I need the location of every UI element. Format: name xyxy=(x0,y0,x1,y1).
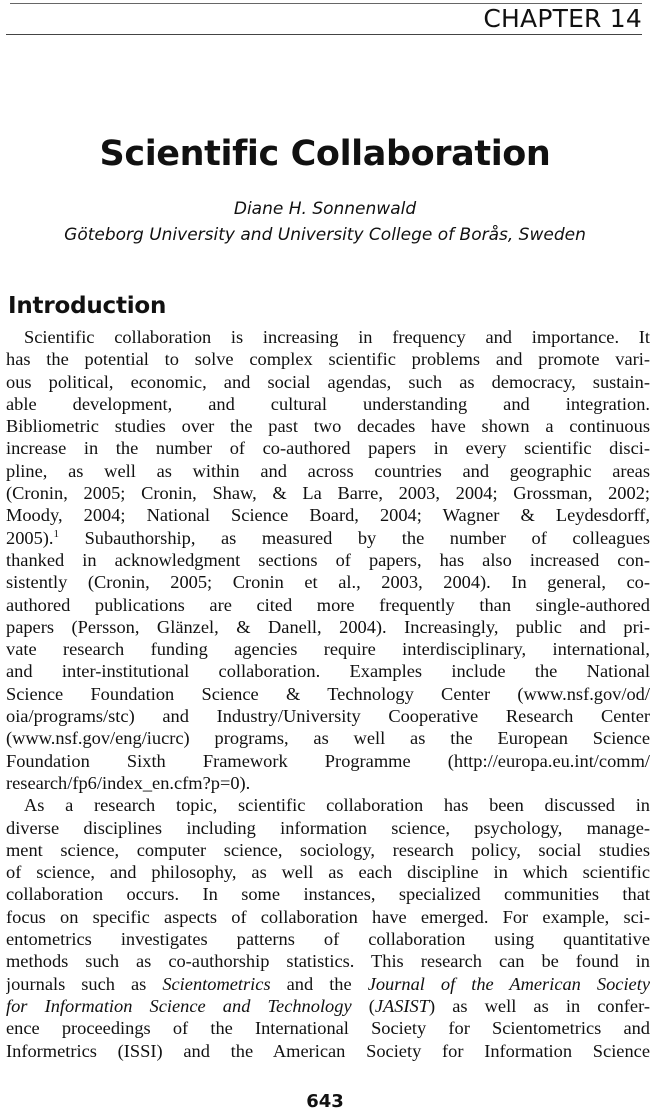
text-line xyxy=(6,460,650,482)
text-segment: Moody, 2004; National Science Board, 2004; Wagner & Leydesdorff, xyxy=(6,505,650,526)
text-segment: and the xyxy=(270,973,368,994)
text-segment: vate research funding agencies require interdisciplinary, international, xyxy=(6,639,650,660)
text-segment: methods such as co-authorship statistics. This research can be found in xyxy=(6,951,650,972)
text-line xyxy=(6,527,650,549)
text-line xyxy=(6,772,650,794)
text-segment: has the potential to solve complex scientific problems and promote vari- xyxy=(6,349,650,370)
text-segment: ( xyxy=(351,995,375,1016)
text-line xyxy=(6,906,650,928)
text-segment: increase in the number of co-authored papers in every scientific disci- xyxy=(6,438,650,459)
author-affiliation: Göteborg University and University College of Borås, Sweden xyxy=(64,225,586,245)
text-segment: Informetrics (ISSI) and the American Society for Information Science xyxy=(6,1040,650,1061)
text-segment: of science, and philosophy, as well as each discipline in which scientific xyxy=(6,862,650,883)
footnote-marker: 1 xyxy=(53,527,60,540)
text-line xyxy=(6,705,650,727)
italic-text: Scientometrics xyxy=(162,973,271,994)
text-segment: (Cronin, 2005; Cronin, Shaw, & La Barre, 2003, 2004; Grossman, 2002; xyxy=(6,483,650,504)
chapter-label: CHAPTER 14 xyxy=(483,4,642,33)
text-segment: and inter-institutional collaboration. Examples include the National xyxy=(6,661,650,682)
text-line xyxy=(6,683,650,705)
text-line xyxy=(6,794,650,816)
text-segment: Science Foundation Science & Technology Center (www.nsf.gov/od/ xyxy=(6,683,650,704)
text-line xyxy=(6,995,650,1017)
text-segment: Subauthorship, as measured by the number of colleagues xyxy=(59,527,650,548)
body-text xyxy=(6,326,650,1062)
text-line xyxy=(6,616,650,638)
text-segment: sistently (Cronin, 2005; Cronin et al., 2003, 2004). In general, co- xyxy=(6,572,650,593)
text-line xyxy=(6,549,650,571)
text-line xyxy=(6,437,650,459)
text-line xyxy=(6,727,650,749)
text-segment: journals such as xyxy=(6,973,163,994)
text-segment: entometrics investigates patterns of collaboration using quantitative xyxy=(6,929,650,950)
text-line xyxy=(6,950,650,972)
chapter-title: Scientific Collaboration xyxy=(99,134,551,174)
text-segment: ous political, economic, and social agendas, such as democracy, sustain- xyxy=(6,371,650,392)
text-segment: ence proceedings of the International Society for Scientometrics and xyxy=(6,1018,650,1039)
text-line xyxy=(6,638,650,660)
text-segment: As a research topic, scientific collaboration has been discussed in xyxy=(24,795,650,816)
text-segment: Bibliometric studies over the past two decades have shown a continuous xyxy=(6,416,650,437)
text-segment: research/fp6/index_en.cfm?p=0). xyxy=(6,772,251,793)
text-line xyxy=(6,1040,650,1062)
text-line xyxy=(6,326,650,348)
text-line xyxy=(6,571,650,593)
text-line xyxy=(6,750,650,772)
text-line xyxy=(6,371,650,393)
text-segment: (www.nsf.gov/eng/iucrc) programs, as well as the European Science xyxy=(6,728,650,749)
italic-text: JASIST xyxy=(374,995,429,1016)
section-heading: Introduction xyxy=(8,293,167,319)
text-line xyxy=(6,348,650,370)
text-line xyxy=(6,415,650,437)
text-segment: ment science, computer science, sociology, research policy, social studies xyxy=(6,839,650,860)
text-segment: Foundation Sixth Framework Programme (http://europa.eu.int/comm/ xyxy=(6,750,650,771)
text-segment: collaboration occurs. In some instances, specialized communities that xyxy=(6,884,650,905)
text-segment: authored publications are cited more frequently than single-authored xyxy=(6,594,650,615)
text-segment: pline, as well as within and across countries and geographic areas xyxy=(6,460,650,481)
text-line xyxy=(6,594,650,616)
text-line xyxy=(6,839,650,861)
text-segment: diverse disciplines including information science, psychology, manage- xyxy=(6,817,650,838)
text-segment: ) as well as in confer- xyxy=(428,995,650,1016)
text-segment: focus on specific aspects of collaboration have emerged. For example, sci- xyxy=(6,906,650,927)
text-line xyxy=(6,883,650,905)
text-line xyxy=(6,660,650,682)
text-line xyxy=(6,393,650,415)
text-segment: able development, and cultural understanding and integration. xyxy=(6,393,650,414)
text-line xyxy=(6,928,650,950)
text-segment: oia/programs/stc) and Industry/University Cooperative Research Center xyxy=(6,706,650,727)
header-bottom-rule xyxy=(6,34,642,35)
text-segment: Scientific collaboration is increasing in frequency and importance. It xyxy=(24,327,650,347)
text-line xyxy=(6,504,650,526)
text-segment: thanked in acknowledgment sections of papers, has also increased con- xyxy=(6,549,650,570)
italic-text: for Information Science and Technology xyxy=(6,995,352,1016)
text-line xyxy=(6,1017,650,1039)
text-line xyxy=(6,973,650,995)
page-number: 643 xyxy=(306,1091,344,1112)
text-segment: papers (Persson, Glänzel, & Danell, 2004). Increasingly, public and pri- xyxy=(6,616,650,637)
text-segment: 2005). xyxy=(6,527,54,548)
text-line xyxy=(6,817,650,839)
author-name: Diane H. Sonnenwald xyxy=(233,199,417,219)
text-line xyxy=(6,482,650,504)
text-line xyxy=(6,861,650,883)
italic-text: Journal of the American Society xyxy=(367,973,650,994)
